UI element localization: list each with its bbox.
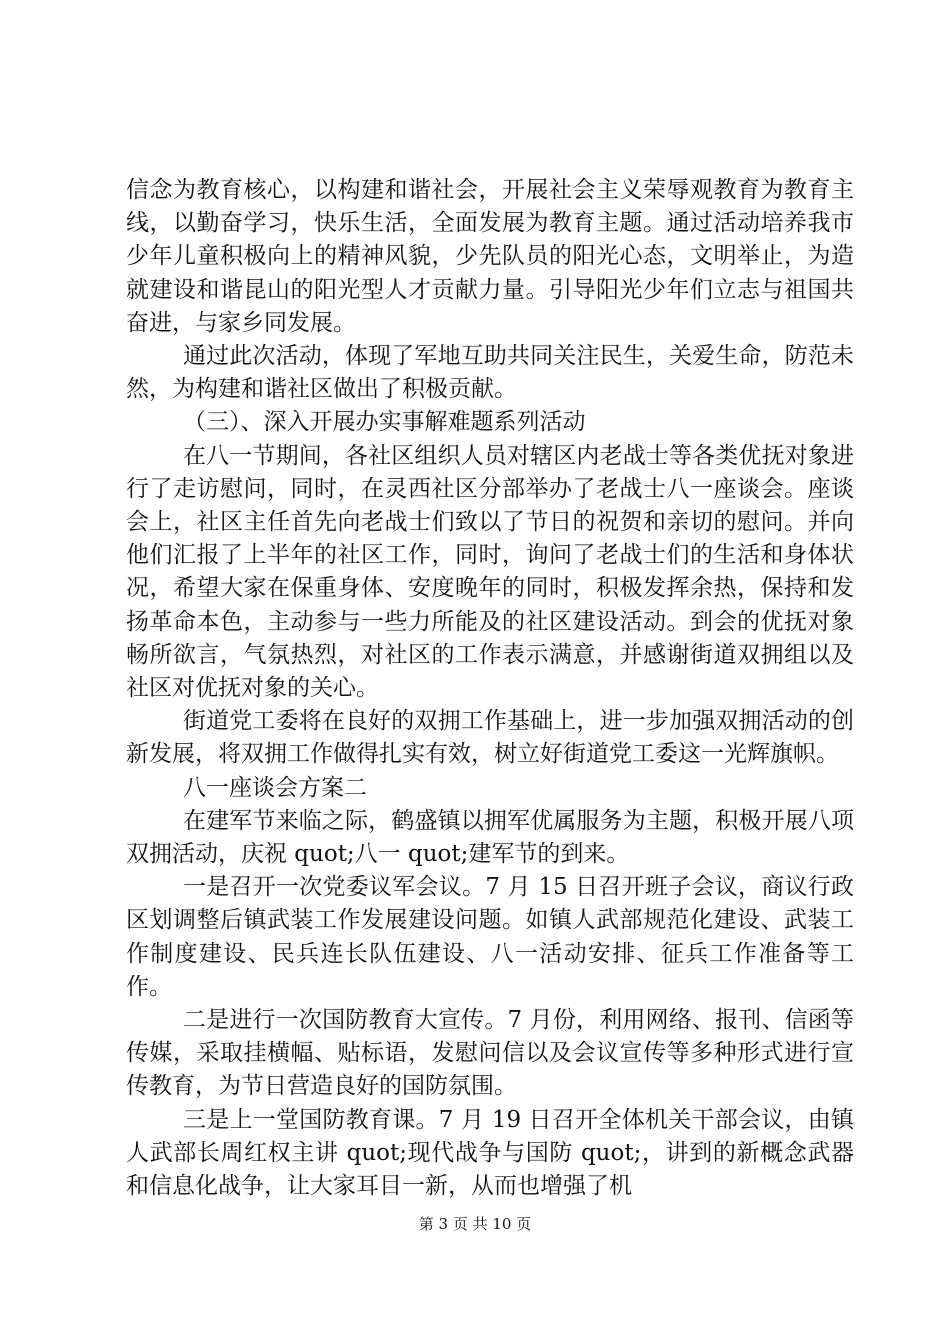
document-body	[126, 174, 854, 1203]
section-heading-three: （三）、深入开展办实事解难题系列活动	[183, 409, 586, 436]
section-heading-plan-two: 八一座谈会方案二	[183, 774, 367, 801]
paragraph-army-day-intro: 在建军节来临之际，鹤盛镇以拥军优属服务为主题，积极开展八项双拥活动，庆祝 quot;八一 quot;建军节的到来。	[126, 807, 854, 868]
paragraph-party-committee: 街道党工委将在良好的双拥工作基础上，进一步加强双拥活动的创新发展，将双拥工作做得扎实有效，树立好街道党工委这一光辉旗帜。	[126, 708, 854, 768]
paragraph-education-theme: 信念为教育核心，以构建和谐社会，开展社会主义荣辱观教育为教育主线，以勤奋学习，快乐生活，全面发展为教育主题。通过活动培养我市少年儿童积极向上的精神风貌，少先队员的阳光心态，文明举止，为造就建设和谐昆山的阳光型人才贡献力量。引导阳光少年们立志与祖国共奋进，与家乡同发展。	[126, 177, 854, 336]
paragraph-item-three: 三是上一堂国防教育课。7 月 19 日召开全体机关干部会议，由镇人武部长周红权主讲 quot;现代战争与国防 quot;，讲到的新概念武器和信息化战争，让大家耳目一新，从而也增强了机	[126, 1106, 854, 1200]
paragraph-bayi-visits: 在八一节期间，各社区组织人员对辖区内老战士等各类优抚对象进行了走访慰问，同时，在灵西社区分部举办了老战士八一座谈会。座谈会上，社区主任首先向老战士们致以了节日的祝贺和亲切的慰问。并向他们汇报了上半年的社区工作，同时，询问了老战士们的生活和身体状况，希望大家在保重身体、安度晚年的同时，积极发挥余热，保持和发扬革命本色，主动参与一些力所能及的社区建设活动。到会的优抚对象畅所欲言，气氛热烈，对社区的工作表示满意，并感谢街道双拥组以及社区对优抚对象的关心。	[126, 442, 854, 702]
page-number-footer: 第 3 页 共 10 页	[418, 1215, 532, 1233]
paragraph-item-two: 二是进行一次国防教育大宣传。7 月份，利用网络、报刊、信函等传媒，采取挂横幅、贴标语，发慰问信以及会议宣传等多种形式进行宣传教育，为节日营造良好的国防氛围。	[126, 1007, 854, 1100]
paragraph-activity-result: 通过此次活动，体现了军地互助共同关注民生，关爱生命，防范未然，为构建和谐社区做出了积极贡献。	[126, 343, 854, 403]
paragraph-item-one: 一是召开一次党委议军会议。7 月 15 日召开班子会议，商议行政区划调整后镇武装工作发展建设问题。如镇人武部规范化建设、武装工作制度建设、民兵连长队伍建设、八一活动安排、征兵工作准备等工作。	[126, 874, 854, 1000]
